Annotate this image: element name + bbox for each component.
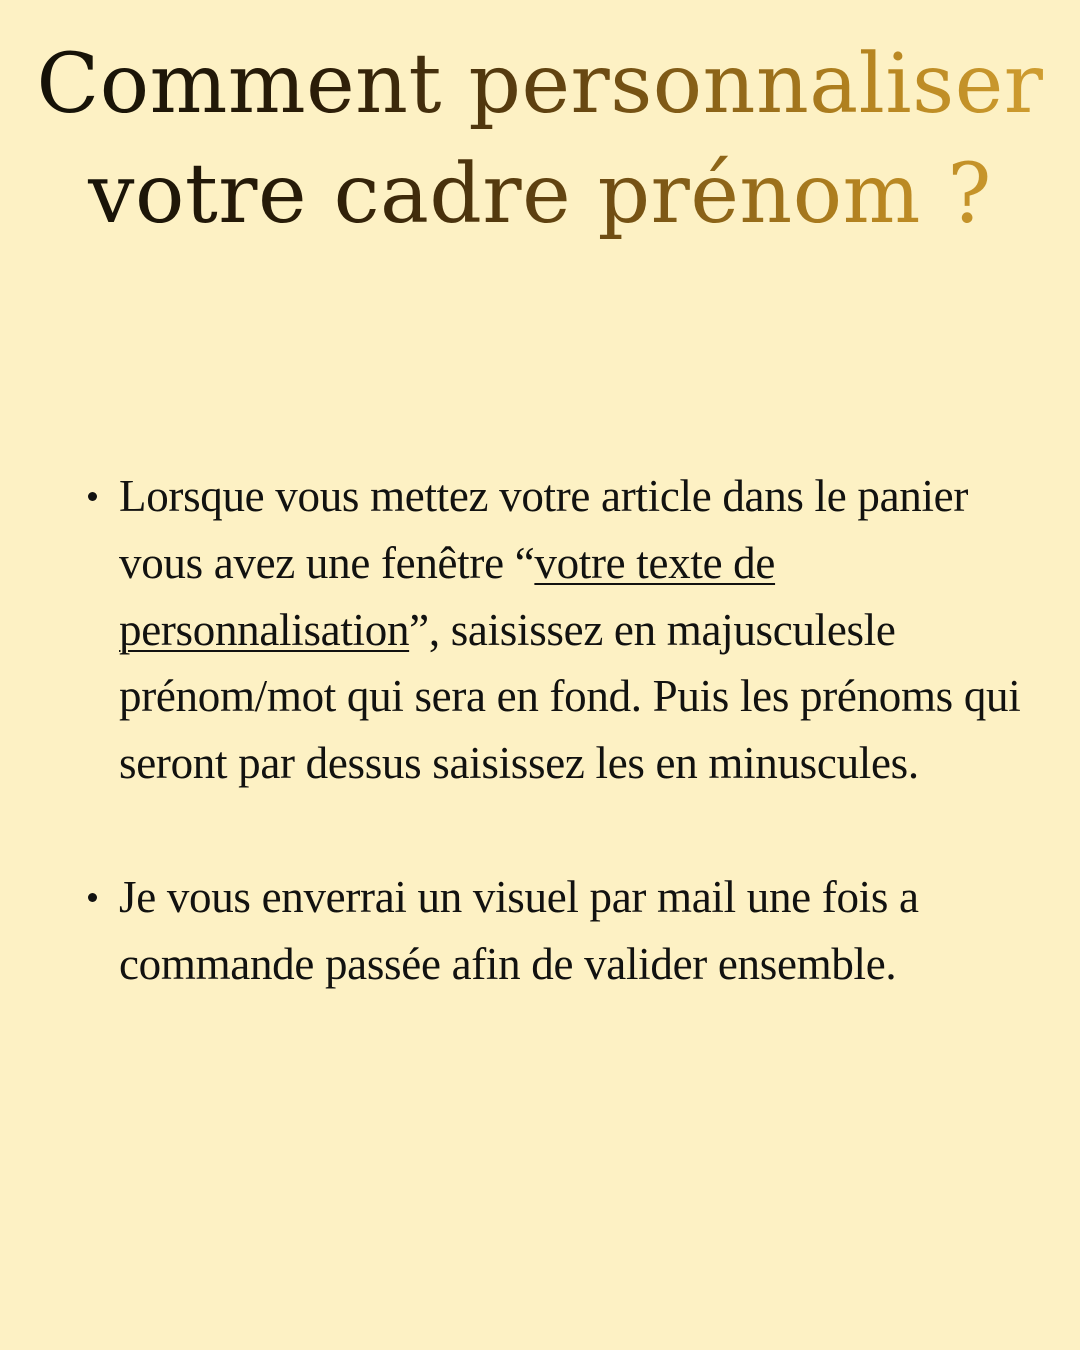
title-line-1: Comment personnaliser [36, 37, 1044, 132]
bullet-text: Je vous enverrai un visuel par mail une fois a commande passée afin de valider ensemble. [119, 871, 919, 989]
personalization-text-link[interactable]: votre texte de personnalisation [119, 537, 776, 655]
bullet-icon [88, 893, 97, 902]
title-line-2: votre cadre prénom ? [88, 147, 992, 242]
bullet-text-after-link: ”, saisissez en majusculesle prénom/mot qui sera en fond. Puis les prénoms qui seront par dessus saisissez les en minuscules. [119, 604, 1021, 789]
instructions-list [119, 463, 1029, 1065]
list-item [119, 463, 1029, 797]
page-title [0, 30, 1080, 250]
bullet-text-before-link: Lorsque vous mettez votre article dans le panier vous avez une fenêtre “ [119, 471, 969, 588]
bullet-icon [88, 492, 97, 501]
list-item [119, 864, 1029, 998]
